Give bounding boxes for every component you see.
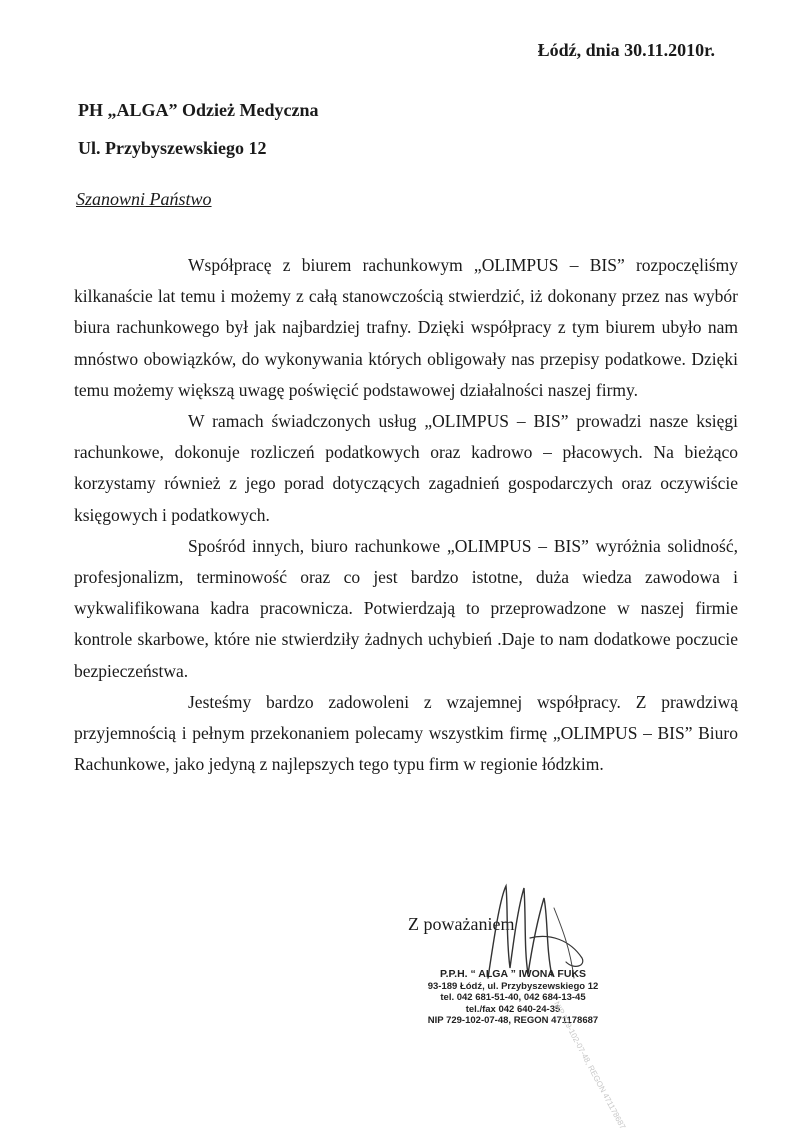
salutation: Szanowni Państwo — [76, 189, 212, 209]
recipient-street: Ul. Przybyszewskiego 12 — [78, 138, 267, 158]
stamp-tax-ids: NIP 729-102-07-48, REGON 471178687 — [427, 1015, 599, 1026]
recipient-company: PH „ALGA” Odzież Medyczna — [78, 100, 319, 120]
paragraph: Współpracę z biurem rachunkowym „OLIMPUS – BIS” rozpoczęliśmy kilkanaście lat temu i możemy z całą stanowczością stwierdzić, iż dokonany przez nas wybór biura rachunkowego był jak najbardziej trafny. Dzięki współpracy z tym biurem ubyło nam mnóstwo obowiązków, do wykonywania których obligowały nas przepisy podatkowe. Dzięki temu możemy większą uwagę poświęcić podstawowej działalności naszej firmy. — [74, 255, 738, 400]
paragraph: W ramach świadczonych usług „OLIMPUS – BIS” prowadzi nasze księgi rachunkowe, dokonuje rozliczeń podatkowych oraz kadrowo – płacowych. Na bieżąco korzystamy również z jego porad dotyczących zagadnień gospodarczych oraz oczywiście księgowych i podatkowych. — [74, 411, 738, 525]
letter-body — [74, 250, 738, 780]
recipient-address — [78, 91, 318, 167]
paragraph: Jesteśmy bardzo zadowoleni z wzajemnej współpracy. Z prawdziwą przyjemnością i pełnym przekonaniem polecamy wszystkim firmę „OLIMPUS – BIS” Biuro Rachunkowe, jako jedyną z najlepszych tego typu firm w regionie łódzkim. — [74, 691, 738, 775]
faint-stamp-imprint: NIP 729-102-07-48, REGON 471178687 — [552, 1000, 628, 1131]
stamp-phone: tel. 042 681-51-40, 042 684-13-45 — [440, 992, 586, 1003]
stamp-address: 93-189 Łódź, ul. Przybyszewskiego 12 — [427, 980, 599, 992]
stamp-fax: tel./fax 042 640-24-35 — [465, 1003, 561, 1015]
company-stamp — [418, 969, 608, 1027]
stamp-company-name: P.P.H. “ ALGA ” IWONA FUKS — [439, 968, 587, 980]
paragraph: Spośród innych, biuro rachunkowe „OLIMPUS – BIS” wyróżnia solidność, profesjonalizm, terminowość oraz co jest bardzo istotne, duża wiedza zawodowa i wykwalifikowana kadra pracownicza. Potwierdzają to przeprowadzone w naszej firmie kontrole skarbowe, które nie stwierdziły żadnych uchybień .Daje to nam dodatkowe poczucie bezpieczeństwa. — [74, 535, 738, 681]
closing-phrase: Z poważaniem — [408, 914, 515, 934]
letter-date: Łódź, dnia 30.11.2010r. — [537, 40, 715, 60]
